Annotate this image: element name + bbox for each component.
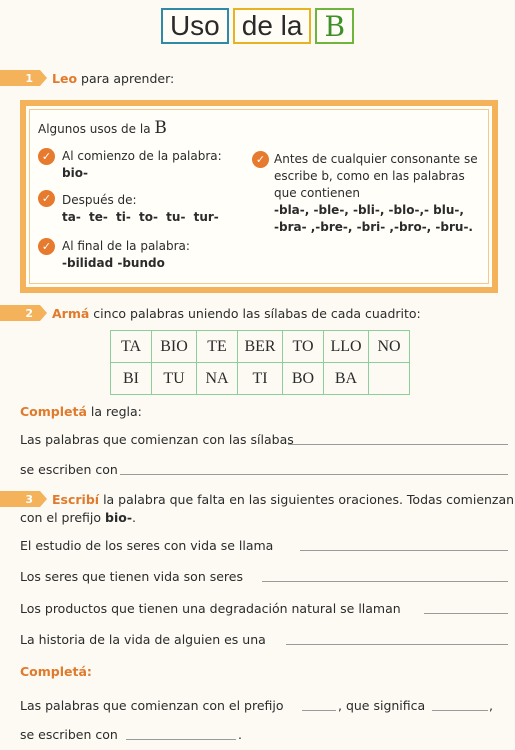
check-icon: ✓ [252,151,269,168]
syllable-cell: TO [283,331,324,363]
sentence-2: Los seres que tienen vida son seres [20,569,243,584]
sentence-4: La historia de la vida de alguien es una [20,632,266,647]
syllable-cell: BIO [152,331,197,363]
syllable-cell: TA [111,331,152,363]
syllable-row [111,331,410,363]
rules-box [20,100,498,293]
answer-blank[interactable] [432,710,488,711]
section-2-header [0,305,421,321]
check-icon: ✓ [38,148,55,165]
complete-rule-heading: Completá la regla: [20,404,142,419]
syllable-cell: BI [111,363,152,395]
answer-blank[interactable] [262,581,508,582]
rule-consonant: Antes de cualquier consonante se escribe b, como en las palabras que contienen -bla-, -ble-, -bli-, -blo-,- blu-, -bra- ,-bre-, -bri- ,-bro-, -bru-. [274,152,478,234]
page-title [0,8,515,44]
title-word-de-la: de la [233,8,312,44]
syllable-cell: TE [197,331,238,363]
section-verb: Armá [52,305,90,321]
section-instruction: para aprender: [81,70,175,86]
syllable-table [110,330,410,395]
section-3-header [0,491,514,507]
syllable-cell: BER [238,331,283,363]
complete-heading: Completá: [20,664,92,679]
syllable-cell: LLO [324,331,369,363]
answer-blank[interactable] [424,613,508,614]
title-letter-b: B [315,8,354,44]
answer-blank[interactable] [286,644,508,645]
syllable-cell: TU [152,363,197,395]
answer-blank[interactable] [300,550,508,551]
answer-blank[interactable] [120,474,508,475]
syllable-cell: BO [283,363,324,395]
section-1-header [0,70,174,86]
rules-title-letter: B [154,118,167,138]
check-icon: ✓ [38,190,55,207]
section-instruction-cont: con el prefijo bio-. [20,510,137,525]
section-number: 2 [0,305,40,321]
section-verb: Leo [52,70,78,86]
section-verb: Escribí [52,491,100,507]
rule-end: Al final de la palabra: -bilidad -bundo [62,239,190,270]
rule-sentence-1: Las palabras que comienzan con las sílabas [20,432,294,447]
rules-title: Algunos usos de la B [38,118,167,138]
syllable-row [111,363,410,395]
section-instruction: cinco palabras uniendo las sílabas de cada cuadrito: [93,305,421,321]
syllable-cell: TI [238,363,283,395]
rule-after: Después de: ta- te- ti- to- tu- tur- [62,193,219,224]
section-instruction: la palabra que falta en las siguientes oraciones. Todas comienzan [103,491,515,507]
section-number: 1 [0,70,40,86]
rule-start: Al comienzo de la palabra: bio- [62,149,222,180]
answer-blank[interactable] [302,710,336,711]
syllable-cell: NA [197,363,238,395]
section-number: 3 [0,491,40,507]
syllable-cell [369,363,410,395]
answer-blank[interactable] [288,444,508,445]
final-sentence-1: Las palabras que comienzan con el prefijo [20,698,284,713]
sentence-3: Los productos que tienen una degradación natural se llaman [20,601,401,616]
final-sentence-2: se escriben con [20,727,118,742]
syllable-cell: NO [369,331,410,363]
rule-sentence-2: se escriben con [20,462,118,477]
syllable-cell: BA [324,363,369,395]
title-word-uso: Uso [161,8,229,44]
check-icon: ✓ [38,238,55,255]
answer-blank[interactable] [126,739,236,740]
sentence-1: El estudio de los seres con vida se llama [20,538,274,553]
